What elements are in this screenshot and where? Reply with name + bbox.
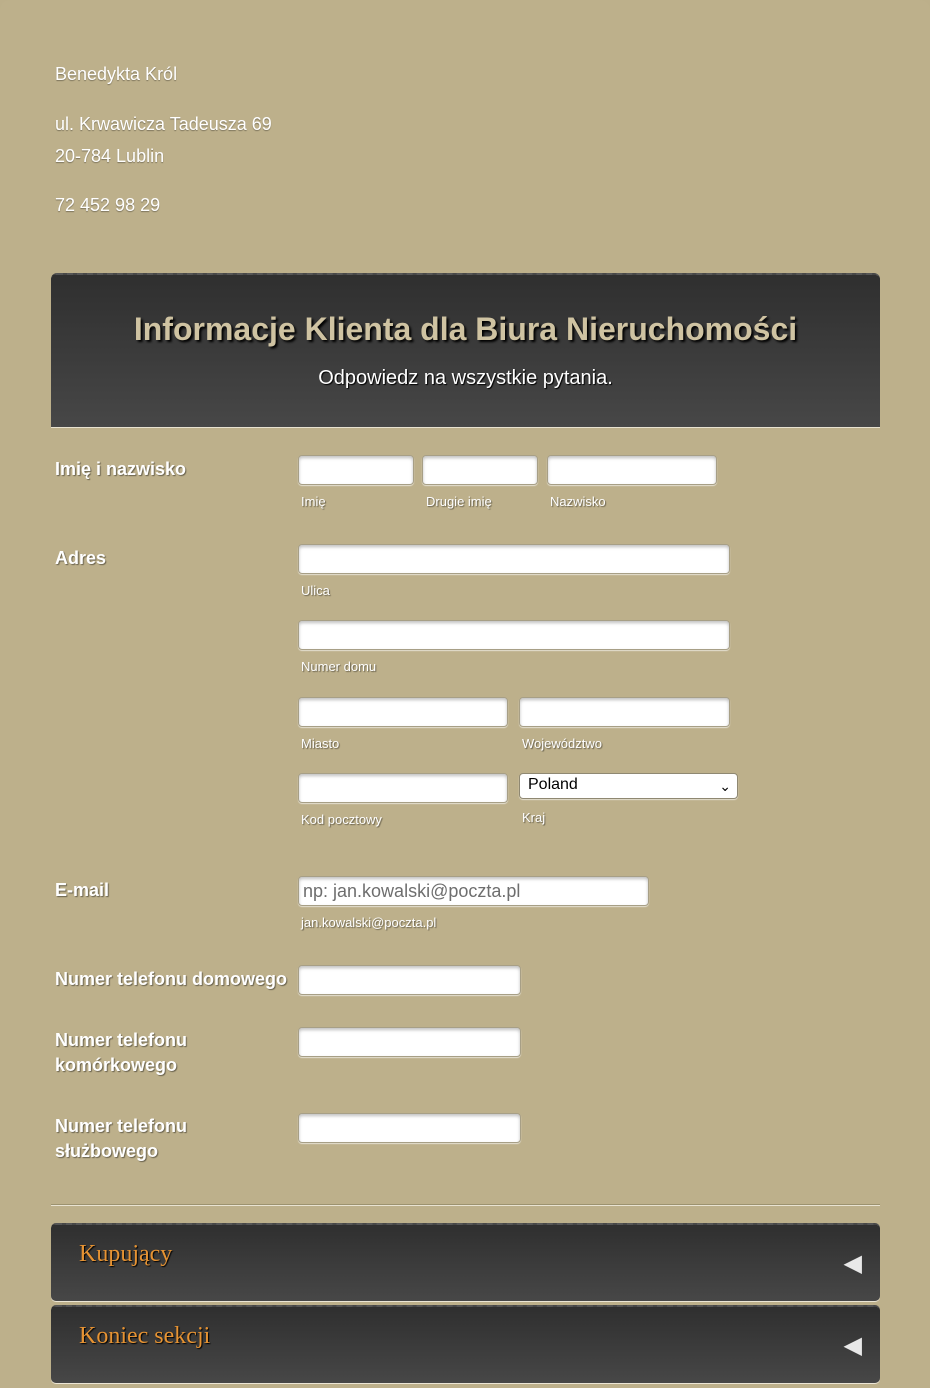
address-label: Adres <box>55 548 107 568</box>
form-header <box>51 273 880 427</box>
chevron-down-icon: ⌄ <box>719 778 731 794</box>
last-name-sublabel: Nazwisko <box>550 494 606 509</box>
city-sublabel: Miasto <box>301 736 340 751</box>
house-number-sublabel: Numer domu <box>301 659 377 674</box>
contact-name: Benedykta Król <box>55 64 178 84</box>
email-label: E-mail <box>55 880 110 900</box>
postal-code-sublabel: Kod pocztowy <box>301 812 382 827</box>
country-select[interactable] <box>519 773 738 799</box>
section-divider <box>51 1204 880 1206</box>
section-end-title: Koniec sekcji <box>79 1323 211 1349</box>
last-name-input[interactable] <box>547 455 717 485</box>
home-phone-input[interactable] <box>298 965 521 995</box>
country-sublabel: Kraj <box>522 810 546 825</box>
work-phone-label-line1: Numer telefonu <box>55 1116 188 1136</box>
house-number-input[interactable] <box>298 620 730 650</box>
work-phone-label <box>55 1114 187 1164</box>
name-label: Imię i nazwisko <box>55 459 187 479</box>
mobile-phone-label <box>55 1028 187 1078</box>
form-title: Informacje Klienta dla Biura Nieruchomości <box>133 311 798 347</box>
first-name-sublabel: Imię <box>301 494 326 509</box>
section-buyer[interactable] <box>51 1223 880 1301</box>
middle-name-input[interactable] <box>422 455 538 485</box>
work-phone-input[interactable] <box>298 1113 521 1143</box>
collapse-arrow-icon[interactable]: ◀ <box>843 1332 862 1359</box>
region-input[interactable] <box>519 697 730 727</box>
home-phone-label: Numer telefonu domowego <box>55 969 288 989</box>
region-sublabel: Województwo <box>522 736 602 751</box>
form-subtitle: Odpowiedz na wszystkie pytania. <box>318 367 613 389</box>
street-input[interactable] <box>298 544 730 574</box>
mobile-phone-label-line2: komórkowego <box>55 1055 178 1075</box>
email-hint: jan.kowalski@poczta.pl <box>301 915 437 930</box>
city-input[interactable] <box>298 697 508 727</box>
first-name-input[interactable] <box>298 455 414 485</box>
email-input[interactable] <box>298 876 649 906</box>
postal-code-input[interactable] <box>298 773 508 803</box>
mobile-phone-label-line1: Numer telefonu <box>55 1030 188 1050</box>
section-end[interactable] <box>51 1305 880 1383</box>
middle-name-sublabel: Drugie imię <box>426 494 492 509</box>
contact-city: 20-784 Lublin <box>55 146 165 166</box>
country-select-value: Poland <box>528 776 578 793</box>
collapse-arrow-icon[interactable]: ◀ <box>843 1250 862 1277</box>
section-buyer-title: Kupujący <box>79 1241 173 1267</box>
contact-street: ul. Krwawicza Tadeusza 69 <box>55 114 272 134</box>
work-phone-label-line2: służbowego <box>55 1141 158 1161</box>
street-sublabel: Ulica <box>301 583 330 598</box>
contact-phone: 72 452 98 29 <box>55 195 161 215</box>
mobile-phone-input[interactable] <box>298 1027 521 1057</box>
